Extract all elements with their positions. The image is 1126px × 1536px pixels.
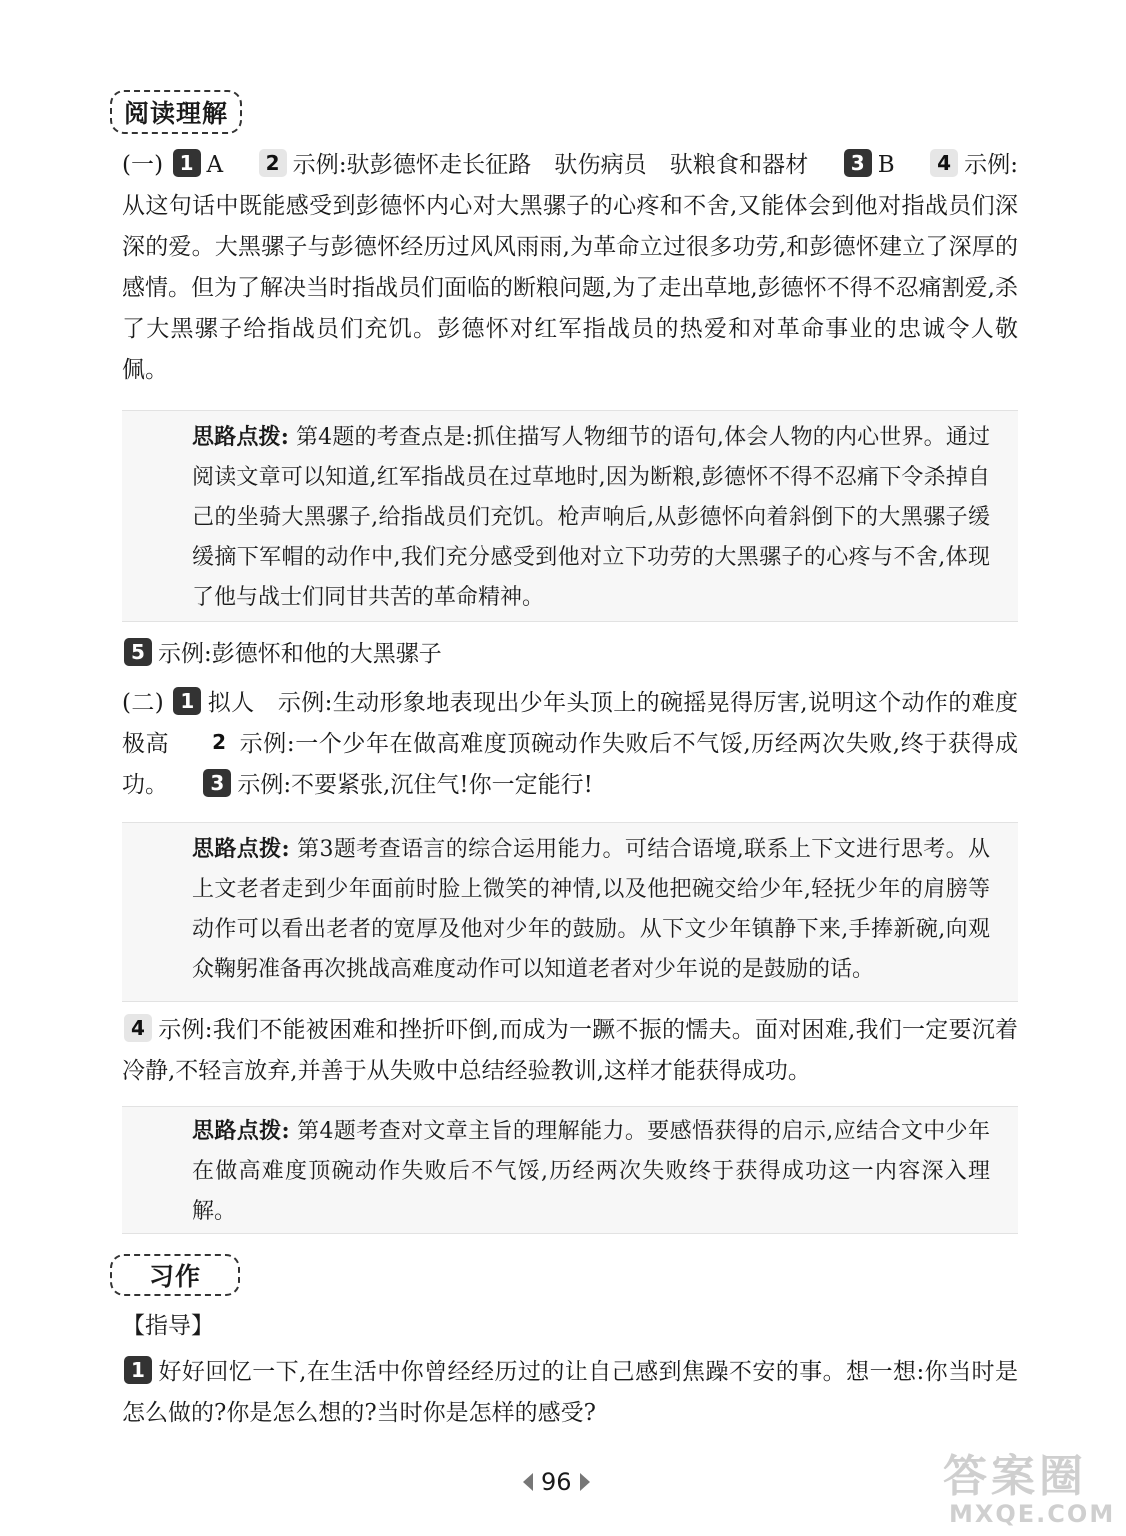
triangle-right-icon	[580, 1473, 590, 1491]
hint-label: 思路点拨:	[192, 424, 289, 450]
answer-text: B	[877, 152, 895, 178]
question-number: 4	[930, 149, 958, 177]
watermark-url: MXQE.COM	[949, 1500, 1116, 1528]
part1-q5	[122, 634, 1018, 675]
part-prefix: (二)	[122, 690, 164, 716]
guide-text: 好好回忆一下,在生活中你曾经经历过的让自己感到焦躁不安的事。想一想:你当时是怎么做的?你是怎么想的?当时你是怎样的感受?	[122, 1359, 1018, 1426]
section-title-writing	[110, 1254, 240, 1296]
hint-text: 第3题考查语言的综合运用能力。可结合语境,联系上下文进行思考。从上文老者走到少年面前时脸上微笑的神情,以及他把碗交给少年,轻抚少年的肩膀等动作可以看出老者的宽厚及他对少年的鼓励。从下文少年镇静下来,手捧新碗,向观众鞠躬准备再次挑战高难度动作可以知道老者对少年说的是鼓励的话。	[192, 837, 991, 982]
page-number	[523, 1468, 590, 1496]
question-number: 2	[259, 149, 287, 177]
hint-label: 思路点拨:	[192, 1118, 290, 1144]
part2-q4	[122, 1010, 1018, 1092]
hint-text: 第4题的考查点是:抓住描写人物细节的语句,体会人物的内心世界。通过阅读文章可以知道,红军指战员在过草地时,因为断粮,彭德怀不得不忍痛下令杀掉自己的坐骑大黑骡子,给指战员们充饥。枪声响后,从彭德怀向着斜倒下的大黑骡子缓缓摘下军帽的动作中,我们充分感受到他对立下功劳的大黑骡子的心疼与不舍,体现了他与战士们同甘共苦的革命精神。	[192, 425, 990, 610]
answer-text: 示例:驮彭德怀走长征路 驮伤病员 驮粮食和器材	[292, 152, 809, 178]
watermark-text: 答案圈	[943, 1451, 1087, 1502]
answer-text: 示例:从这句话中既能感受到彭德怀内心对大黑骡子的心疼和不舍,又能体会到他对指战员们深深的爱。大黑骡子与彭德怀经历过风风雨雨,为革命立过很多功劳,和彭德怀建立了深厚的感情。但为了解决当时指战员们面临的断粮问题,为了走出草地,彭德怀不得不忍痛割爱,杀了大黑骡子给指战员们充饥。彭德怀对红军指战员的热爱和对革命事业的忠诚令人敬佩。	[122, 152, 1019, 383]
question-number: 3	[203, 769, 231, 797]
triangle-left-icon	[523, 1473, 533, 1491]
section-title-text: 阅读理解	[123, 99, 228, 128]
hint-box	[122, 1106, 1018, 1234]
question-number: 5	[124, 638, 152, 666]
question-number: 3	[844, 149, 872, 177]
hint-label: 思路点拨:	[192, 836, 290, 862]
part2-answers	[122, 683, 1018, 806]
guide-label: 【指导】	[122, 1313, 214, 1339]
answer-text: A	[206, 152, 224, 178]
watermark-logo	[935, 1440, 1125, 1536]
answer-text: 示例:我们不能被困难和挫折吓倒,而成为一蹶不振的懦夫。面对困难,我们一定要沉着冷静,不轻言放弃,并善于从失败中总结经验教训,这样才能获得成功。	[122, 1017, 1018, 1084]
question-number: 2	[212, 730, 227, 754]
question-number: 1	[173, 149, 201, 177]
part-prefix: (一)	[122, 152, 164, 178]
answer-text: 示例:彭德怀和他的大黑骡子	[158, 641, 442, 667]
part1-answers	[122, 145, 1018, 391]
question-number: 4	[124, 1014, 152, 1042]
answer-text: 示例:不要紧张,沉住气!你一定能行!	[237, 772, 593, 798]
hint-text: 第4题考查对文章主旨的理解能力。要感悟获得的启示,应结合文中少年在做高难度顶碗动作失败后不气馁,历经两次失败终于获得成功这一内容深入理解。	[192, 1119, 991, 1224]
answer-text: 拟人 示例:生动形象地表现出少年头顶上的碗摇晃得厉害,说明这个动作的难度极高	[122, 690, 1018, 757]
section-title-reading	[110, 90, 242, 134]
hint-box	[122, 410, 1018, 622]
question-number: 1	[124, 1356, 152, 1384]
writing-guide-item	[122, 1352, 1018, 1434]
question-number: 1	[173, 687, 201, 715]
writing-guide-label	[122, 1306, 1018, 1347]
hint-box	[122, 822, 1018, 1002]
answer-text: 示例:一个少年在做高难度顶碗动作失败后不气馁,历经两次失败,终于获得成功。	[122, 731, 1019, 798]
section-title-text: 习作	[148, 1262, 201, 1291]
page-number-text: 96	[541, 1468, 572, 1496]
